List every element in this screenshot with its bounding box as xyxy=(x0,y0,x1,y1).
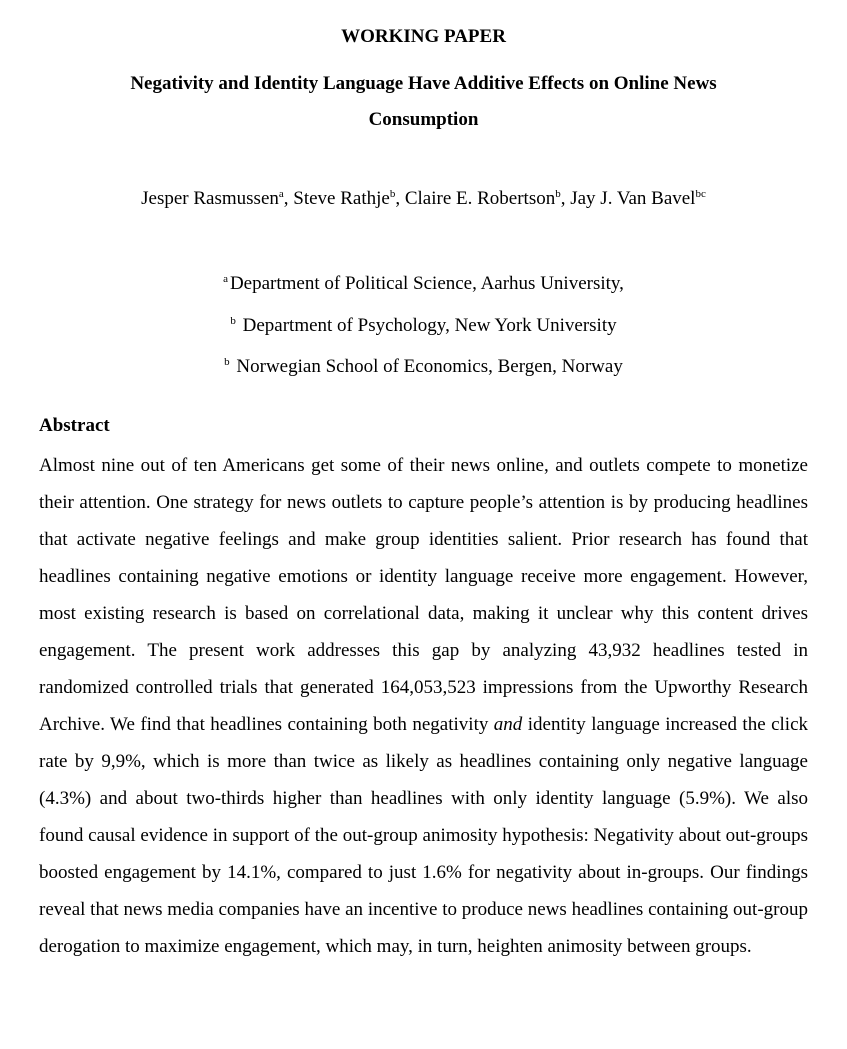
affiliation-text: Department of Psychology, New York University xyxy=(242,315,617,336)
author-affiliation-marker: a xyxy=(278,188,284,200)
author-name: Steve Rathje xyxy=(293,188,390,209)
abstract-heading: Abstract xyxy=(39,415,110,436)
affiliation-text: Department of Political Science, Aarhus University, xyxy=(229,273,624,294)
author-affiliation-marker: bc xyxy=(695,188,706,200)
abstract-text-part-1: Almost nine out of ten Americans get some of their news online, and outlets compete to monetize their attention. One strategy for news outlets to capture people’s attention is by producing headlines that activate negative feelings and make group identities salient. Prior research has found that headlines containing negative emotions or identity language receive more engagement. However, most existing research is based on correlational data, making it unclear why this content drives engagement. The present work addresses this gap by analyzing 43,932 headlines tested in randomized controlled trials that generated 164,053,523 impressions from the Upworthy Research Archive. We find that headlines containing both negativity xyxy=(39,455,808,735)
affiliation-line xyxy=(0,356,847,378)
author-separator: , xyxy=(283,188,294,209)
abstract-text-part-2: identity language increased the click rate by 9,9%, which is more than twice as likely as headlines containing only negative language (4.3%) and about two-thirds higher than headlines with only identity language (5.9%). We also found causal evidence in support of the out-group animosity hypothesis: Negativity about out-groups boosted engagement by 14.1%, compared to just 1.6% for negativity about in-groups. Our findings reveal that news media companies have an incentive to produce news headlines containing out-group derogation to maximize engagement, which may, in turn, heighten animosity between groups. xyxy=(39,714,808,957)
author-affiliation-marker: b xyxy=(389,188,396,200)
affiliation-marker: b xyxy=(224,356,230,368)
affiliation-text: Norwegian School of Economics, Bergen, Norway xyxy=(236,356,623,377)
working-paper-label: WORKING PAPER xyxy=(341,26,506,47)
author-separator: , xyxy=(560,188,571,209)
author-name: Jesper Rasmussen xyxy=(141,188,279,209)
author-separator: , xyxy=(395,188,405,209)
affiliation-marker: a xyxy=(223,273,228,285)
abstract-body xyxy=(39,447,808,965)
abstract-italic-word: and xyxy=(493,714,523,735)
affiliation-line xyxy=(0,315,847,337)
author-affiliation-marker: b xyxy=(555,188,561,200)
author-name: Jay J. Van Bavel xyxy=(570,188,696,209)
affiliation-line xyxy=(0,273,847,295)
author-list xyxy=(0,188,847,210)
author-name: Claire E. Robertson xyxy=(404,188,556,209)
paper-title: Negativity and Identity Language Have Additive Effects on Online News Consumption xyxy=(130,73,717,130)
affiliation-marker: b xyxy=(230,315,236,327)
